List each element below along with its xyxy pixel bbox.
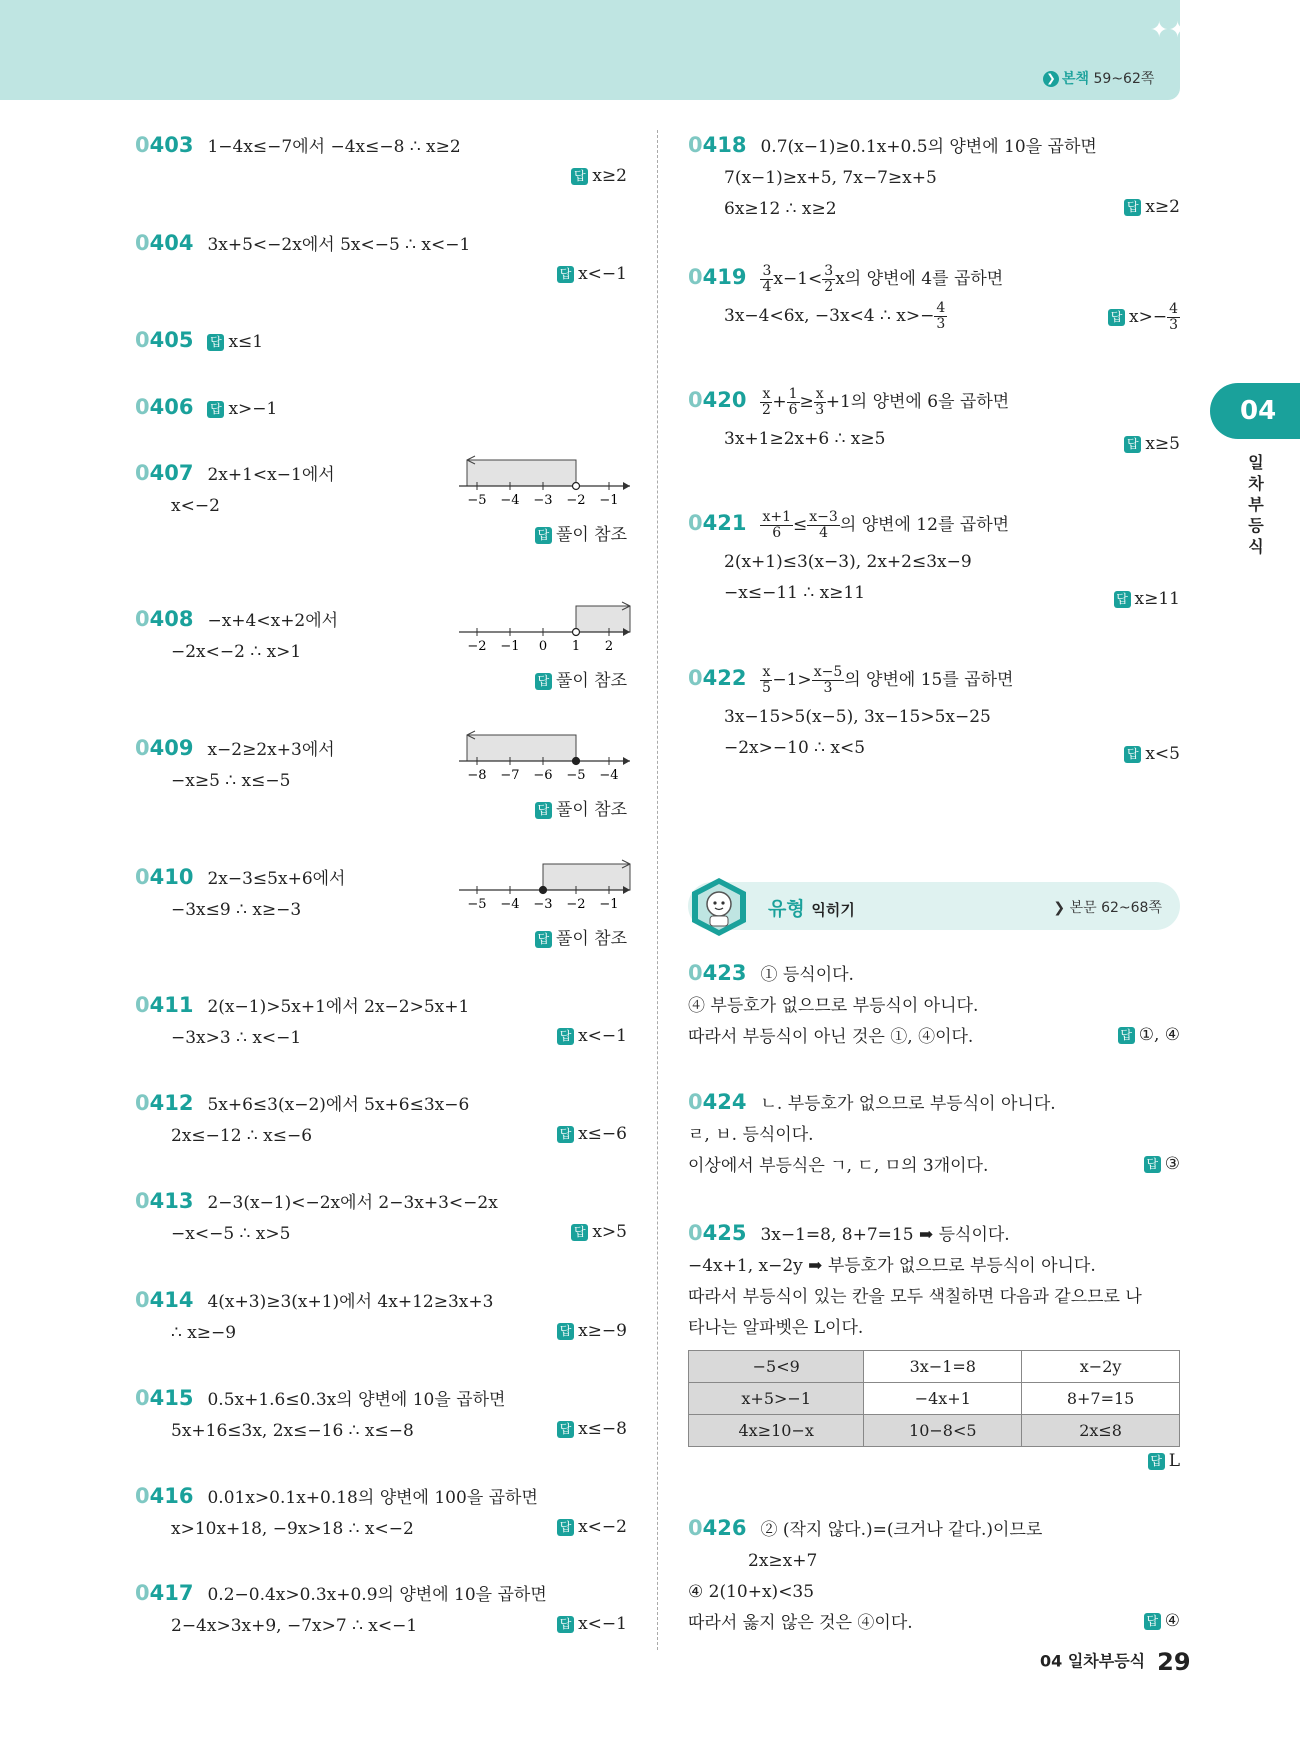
problem-0425: 0425 3x−1=8, 8+7=15 ➡ 등식이다. −4x+1, x−2y ➡ 부등호가 없으므로 부등식이 아니다. 따라서 부등식이 있는 칸을 모두 색칠하면 다음과 같으므로 나 타나는 알파벳은 L이다. 답 L xyxy=(688,1221,1180,1471)
top-band xyxy=(0,0,1180,100)
problem-0404: 0404 3x+5<−2x에서 5x<−5 ∴ x<−1 답 x<−1 xyxy=(135,231,627,284)
problem-number: 0421 xyxy=(688,511,747,535)
answer-badge: 답 xyxy=(557,1028,574,1045)
problem-number: 0411 xyxy=(135,993,194,1017)
problem-number: 0426 xyxy=(688,1516,747,1540)
answer-badge: 답 xyxy=(1124,199,1141,216)
answer-badge: 답 xyxy=(1124,746,1141,763)
number-line xyxy=(457,854,632,920)
problem-number: 0403 xyxy=(135,133,194,157)
chapter-vertical-title: 일 차 부 등 식 xyxy=(1248,453,1264,556)
tick-label: −2 xyxy=(566,897,586,912)
grid-cell: x−2y xyxy=(1022,1351,1180,1383)
answer-badge: 답 xyxy=(571,1224,588,1241)
problem-0414: 0414 4(x+3)≥3(x+1)에서 4x+12≥3x+3 ∴ x≥−9 답 x≥−9 xyxy=(135,1288,627,1343)
section-title: 유형 익히기 xyxy=(768,898,855,920)
answer-badge: 답 xyxy=(1144,1613,1161,1630)
problem-0426: 0426 ② (작지 않다.)=(크거나 같다.)이므로 2x≥x+7 ④ 2(10+x)<35 따라서 옳지 않은 것은 ④이다. 답 ④ xyxy=(688,1516,1180,1633)
problem-number: 0425 xyxy=(688,1221,747,1245)
tick-label: 2 xyxy=(604,639,614,654)
problem-number: 0416 xyxy=(135,1484,194,1508)
tick-label: −8 xyxy=(467,768,487,783)
problem-0421: 0421 $\frac{x+1}{6}$ ≤ $\frac{x-3}{4}$ 의 양변에 12를 곱하면 2(x+1)≤3(x−3), 2x+2≤3x−9 −x≤−11 ∴ x≥11 답 x≥11 xyxy=(688,509,1180,609)
problem-0424: 0424 ㄴ. 부등호가 없으므로 부등식이 아니다. ㄹ, ㅂ. 등식이다. 이상에서 부등식은 ㄱ, ㄷ, ㅁ의 3개이다. 답 ③ xyxy=(688,1090,1180,1176)
problem-number: 0423 xyxy=(688,961,747,985)
answer-badge: 답 xyxy=(557,1323,574,1340)
problem-0409: 0409 x−2≥2x+3에서 −x≥5 ∴ x≤−5 답 풀이 참조 −8 −7 −6 −5 −4 xyxy=(135,733,627,797)
page-reference: ❯ 본책 59~62쪽 xyxy=(1043,68,1154,88)
problem-0411: 0411 2(x−1)>5x+1에서 2x−2>5x+1 −3x>3 ∴ x<−1 답 x<−1 xyxy=(135,993,627,1048)
grid-cell: −5<9 xyxy=(689,1351,864,1383)
problem-number: 0407 xyxy=(135,461,194,485)
tick-label: −2 xyxy=(467,639,487,654)
tick-label: −1 xyxy=(500,639,520,654)
answer-badge: 답 xyxy=(1124,436,1141,453)
problem-0406: 0406 답 x>−1 xyxy=(135,395,278,419)
section-page-ref: ❯ 본문 62~68쪽 xyxy=(1053,900,1162,916)
tick-label: −2 xyxy=(566,493,586,508)
problem-number: 0412 xyxy=(135,1091,194,1115)
tick-label: −1 xyxy=(599,493,619,508)
answer-badge: 답 xyxy=(557,1519,574,1536)
problem-0407: 0407 2x+1<x−1에서 x<−2 답 풀이 참조 −5 −4 −3 −2 −1 xyxy=(135,458,627,522)
problem-number: 0418 xyxy=(688,133,747,157)
answer-badge: 답 xyxy=(535,673,552,690)
problem-0415: 0415 0.5x+1.6≤0.3x의 양변에 10을 곱하면 5x+16≤3x, 2x≤−16 ∴ x≤−8 답 x≤−8 xyxy=(135,1386,627,1441)
problem-0403: 0403 1−4x≤−7에서 −4x≤−8 ∴ x≥2 답 x≥2 xyxy=(135,133,627,186)
sparkle-icon: ✦✦ xyxy=(1150,18,1187,43)
tick-label: −6 xyxy=(533,768,553,783)
problem-0416: 0416 0.01x>0.1x+0.18의 양변에 100을 곱하면 x>10x+18, −9x>18 ∴ x<−2 답 x<−2 xyxy=(135,1484,627,1539)
problem-number: 0410 xyxy=(135,865,194,889)
answer-badge: 답 xyxy=(1114,591,1131,608)
problem-number: 0405 xyxy=(135,328,194,352)
mascot-icon xyxy=(688,876,750,938)
problem-number: 0424 xyxy=(688,1090,747,1114)
grid-cell: 3x−1=8 xyxy=(864,1351,1022,1383)
answer-badge: 답 xyxy=(557,1421,574,1438)
tick-label: −5 xyxy=(467,897,487,912)
grid-cell: 4x≥10−x xyxy=(689,1415,864,1447)
number-line xyxy=(457,450,632,516)
answer-badge: 답 xyxy=(557,1126,574,1143)
problem-number: 0420 xyxy=(688,388,747,412)
problem-number: 0415 xyxy=(135,1386,194,1410)
tick-label: −4 xyxy=(599,768,619,783)
section-banner xyxy=(688,882,1180,930)
tick-label: −7 xyxy=(500,768,520,783)
grid-cell: −4x+1 xyxy=(864,1383,1022,1415)
tick-label: 0 xyxy=(538,639,548,654)
grid-cell: 8+7=15 xyxy=(1022,1383,1180,1415)
page-footer: 04 일차부등식 29 xyxy=(1040,1648,1191,1676)
problem-number: 0414 xyxy=(135,1288,194,1312)
answer-badge: 답 xyxy=(1118,1027,1135,1044)
problem-number: 0408 xyxy=(135,607,194,631)
answer-badge: 답 xyxy=(535,527,552,544)
problem-number: 0406 xyxy=(135,395,194,419)
chapter-tab: 04 xyxy=(1210,383,1300,439)
column-divider xyxy=(657,130,658,1650)
answer-badge: 답 xyxy=(207,334,224,351)
grid-cell: x+5>−1 xyxy=(689,1383,864,1415)
problem-0405: 0405 답 x≤1 xyxy=(135,328,264,352)
problem-number: 0409 xyxy=(135,736,194,760)
problem-0413: 0413 2−3(x−1)<−2x에서 2−3x+3<−2x −x<−5 ∴ x>5 답 x>5 xyxy=(135,1189,627,1244)
problem-number: 0422 xyxy=(688,666,747,690)
problem-0417: 0417 0.2−0.4x>0.3x+0.9의 양변에 10을 곱하면 2−4x>3x+9, −7x>7 ∴ x<−1 답 x<−1 xyxy=(135,1581,627,1636)
chevron-right-icon: ❯ xyxy=(1043,71,1059,87)
problem-0423: 0423 ① 등식이다. ④ 부등호가 없으므로 부등식이 아니다. 따라서 부등식이 아닌 것은 ①, ④이다. 답 ①, ④ xyxy=(688,961,1180,1047)
answer-badge: 답 xyxy=(1108,309,1125,326)
answer-badge: 답 xyxy=(535,802,552,819)
tick-label: −4 xyxy=(500,493,520,508)
tick-label: −3 xyxy=(533,493,553,508)
answer-badge: 답 xyxy=(1144,1156,1161,1173)
answer-badge: 답 xyxy=(571,168,588,185)
problem-number: 0413 xyxy=(135,1189,194,1213)
tick-label: −1 xyxy=(599,897,619,912)
inequality-grid xyxy=(688,1350,1180,1447)
grid-cell: 2x≤8 xyxy=(1022,1415,1180,1447)
answer-badge: 답 xyxy=(535,931,552,948)
tick-label: −5 xyxy=(467,493,487,508)
problem-0418: 0418 0.7(x−1)≥0.1x+0.5의 양변에 10을 곱하면 7(x−1)≥x+5, 7x−7≥x+5 6x≥12 ∴ x≥2 답 x≥2 xyxy=(688,133,1180,219)
tick-label: −5 xyxy=(566,768,586,783)
page-number: 29 xyxy=(1157,1648,1191,1676)
answer-badge: 답 xyxy=(207,401,224,418)
problem-0419: 0419 $\frac{3}{4}$ x−1< $\frac{3}{2}$ x의 양변에 4를 곱하면 3x−4<6x, −3x<4 ∴ x>− $\frac{4}{3}$ 답 x>− $\frac{4}{3}$ xyxy=(688,263,1178,333)
grid-cell: 10−8<5 xyxy=(864,1415,1022,1447)
problem-number: 0419 xyxy=(688,265,747,289)
tick-label: 1 xyxy=(571,639,581,654)
tick-label: −4 xyxy=(500,897,520,912)
problem-number: 0404 xyxy=(135,231,194,255)
answer-badge: 답 xyxy=(1148,1453,1165,1470)
problem-0410: 0410 2x−3≤5x+6에서 −3x≤9 ∴ x≥−3 답 풀이 참조 −5 −4 −3 −2 −1 xyxy=(135,862,627,926)
number-line xyxy=(457,596,632,662)
answer-badge: 답 xyxy=(557,1616,574,1633)
problem-0420: 0420 $\frac{x}{2}$ + $\frac{1}{6}$ ≥ $\frac{x}{3}$ +1의 양변에 6을 곱하면 3x+1≥2x+6 ∴ x≥5 답 x≥5 xyxy=(688,386,1180,454)
problem-0408: 0408 −x+4<x+2에서 −2x<−2 ∴ x>1 답 풀이 참조 −2 −1 0 1 2 xyxy=(135,604,627,668)
problem-0422: 0422 $\frac{x}{5}$ −1> $\frac{x-5}{3}$ 의 양변에 15를 곱하면 3x−15>5(x−5), 3x−15>5x−25 −2x>−10 ∴ x<5 답 x<5 xyxy=(688,664,1180,764)
problem-number: 0417 xyxy=(135,1581,194,1605)
problem-0412: 0412 5x+6≤3(x−2)에서 5x+6≤3x−6 2x≤−12 ∴ x≤−6 답 x≤−6 xyxy=(135,1091,627,1146)
number-line xyxy=(457,725,632,791)
answer-badge: 답 xyxy=(557,266,574,283)
tick-label: −3 xyxy=(533,897,553,912)
